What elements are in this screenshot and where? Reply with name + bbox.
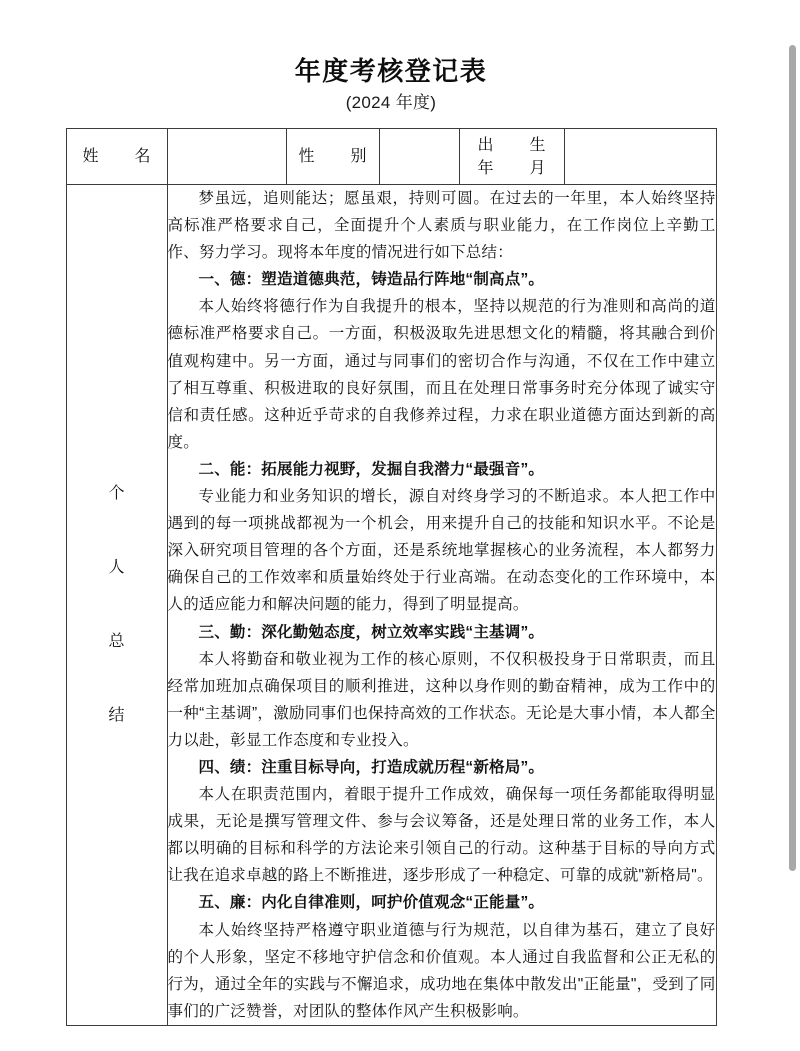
field-value-birth-date[interactable] xyxy=(564,129,716,185)
summary-heading-de: 一、德：塑造道德典范，铸造品行阵地“制高点”。 xyxy=(198,271,545,289)
vertical-scrollbar[interactable] xyxy=(788,0,797,1051)
field-label-birth-line1: 出 生 xyxy=(477,136,556,154)
table-row xyxy=(66,185,716,1026)
field-value-sex[interactable] xyxy=(379,129,459,185)
table-row xyxy=(66,129,716,185)
summary-heading-qin: 三、勤：深化勤勉态度，树立效率实践“主基调”。 xyxy=(198,623,545,641)
summary-paragraph: 本人将勤奋和敬业视为工作的核心原则，不仅积极投身于日常职责，而且经常加班加点确保项目的顺利推进，这种以身作则的勤奋精神，成为工作中的一种“主基调”，激励同事们也保持高效的工作状态。无论是大事小情，本人都全力以赴，彰显工作态度和专业投入。 xyxy=(167,650,716,749)
field-label-sex: 性 别 xyxy=(286,129,379,185)
page-subtitle: (2024 年度) xyxy=(345,93,437,112)
summary-paragraph: 本人始终将德行作为自我提升的根本，坚持以规范的行为准则和高尚的道德标准严格要求自己。一方面，积极汲取先进思想文化的精髓，将其融合到价值观构建中。另一方面，通过与同事们的密切合作与沟通，不仅在工作中建立了相互尊重、积极进取的良好氛围，而且在处理日常事务时充分体现了诚实守信和责任感。这种近乎苛求的自我修养过程，力求在职业道德方面达到新的高度。 xyxy=(167,298,716,451)
personal-summary-content[interactable] xyxy=(167,185,716,1026)
section-label-char-4: 结 xyxy=(108,706,125,724)
page-title: 年度考核登记表 xyxy=(294,56,488,86)
summary-paragraph: 专业能力和业务知识的增长，源自对终身学习的不断追求。本人把工作中遇到的每一项挑战都视为一个机会，用来提升自己的技能和知识水平。不论是深入研究项目管理的各个方面，还是系统地掌握核心的业务流程，本人都努力确保自己的工作效率和质量始终处于行业高端。在动态变化的工作环境中，本人的适应能力和解决问题的能力，得到了明显提高。 xyxy=(167,488,716,614)
title-block xyxy=(63,0,719,116)
field-value-name[interactable] xyxy=(167,129,286,185)
summary-paragraph: 梦虽远，追则能达；愿虽艰，持则可圆。在过去的一年里，本人始终坚持高标准严格要求自己，全面提升个人素质与职业能力，在工作岗位上辛勤工作、努力学习。现将本年度的情况进行如下总结： xyxy=(167,190,716,262)
field-label-birth-line2: 年 月 xyxy=(477,159,556,177)
summary-paragraph: 本人始终坚持严格遵守职业道德与行为规范，以自律为基石，建立了良好的个人形象，坚定不移地守护信念和价值观。本人通过自我监督和公正无私的行为，通过全年的实践与不懈追求，成功地在集体中散发出"正能量"，受到了同事们的广泛赞誉，对团队的整体作风产生积极影响。 xyxy=(167,921,716,1020)
field-label-name: 姓 名 xyxy=(66,129,167,185)
section-label-char-3: 总 xyxy=(108,632,125,650)
section-label-char-2: 人 xyxy=(108,558,125,576)
appraisal-form-table xyxy=(66,128,717,1026)
summary-paragraph: 本人在职责范围内，着眼于提升工作成效，确保每一项任务都能取得明显成果，无论是撰写管理文件、参与会议筹备，还是处理日常的业务工作，本人都以明确的目标和科学的方法论来引领自己的行动。这种基于目标的导向方式让我在追求卓越的路上不断推进，逐步形成了一种稳定、可靠的成就"新格局"。 xyxy=(167,786,716,885)
summary-heading-neng: 二、能：拓展能力视野，发掘自我潜力“最强音”。 xyxy=(198,460,545,478)
vertical-scrollbar-thumb[interactable] xyxy=(789,45,796,871)
section-label-chars xyxy=(67,457,167,753)
field-label-birth-date xyxy=(459,129,564,185)
section-label-char-1: 个 xyxy=(108,484,125,502)
summary-heading-lian: 五、廉：内化自律准则，呵护价值观念“正能量”。 xyxy=(198,894,545,912)
section-label-personal-summary xyxy=(66,185,167,1026)
summary-heading-ji: 四、绩：注重目标导向，打造成就历程“新格局”。 xyxy=(198,758,545,776)
